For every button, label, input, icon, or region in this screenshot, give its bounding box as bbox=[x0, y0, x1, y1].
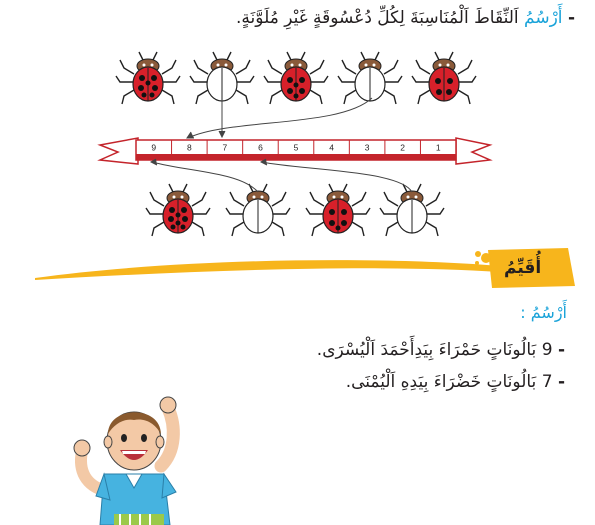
ladybug-top-4-uncolored bbox=[338, 52, 402, 104]
ladybug-top-1 bbox=[116, 52, 180, 104]
ladybug-top-5 bbox=[412, 52, 476, 104]
balloon-task-2 bbox=[346, 372, 565, 392]
arrow-top-4-head bbox=[187, 132, 194, 138]
strip-number: 7 bbox=[222, 142, 228, 153]
strip-number: 6 bbox=[258, 142, 263, 153]
boy-illustration bbox=[66, 396, 206, 525]
ladybug-number-exercise bbox=[0, 0, 595, 260]
instruction-dash: - bbox=[567, 8, 575, 28]
strip-number: 1 bbox=[435, 142, 441, 153]
arrow-top-2-head bbox=[219, 131, 225, 137]
arrow-bottom-2-to-9 bbox=[152, 162, 258, 192]
balloon-task-1-dash: - bbox=[557, 340, 565, 360]
balloon-task-1-text: 9 بَالُونَاتٍ حَمْرَاءَ بِيَدِأَحْمَدَ اَلْيُسْرَى. bbox=[316, 340, 553, 360]
arrow-bottom-4-to-6 bbox=[262, 162, 412, 192]
number-strip bbox=[100, 138, 490, 164]
strip-number: 3 bbox=[364, 142, 370, 153]
strip-number: 4 bbox=[329, 142, 334, 153]
ladybug-bottom-3 bbox=[306, 184, 370, 236]
instruction-text: اَلنِّقَاطَ اَلْمُنَاسِبَةَ لِكُلِّ دُعْسُوقَةٍ غَيْرِ مُلَوَّنَةٍ. bbox=[236, 8, 519, 28]
strip-number: 9 bbox=[151, 142, 157, 153]
balloon-task-2-dash: - bbox=[557, 372, 565, 392]
strip-number: 2 bbox=[400, 142, 406, 153]
ladybug-bottom-1 bbox=[146, 184, 210, 236]
section-title: أُقَيِّمُ bbox=[504, 258, 542, 278]
strip-number: 8 bbox=[186, 142, 192, 153]
ladybug-top-3 bbox=[264, 52, 328, 104]
balloon-task-1 bbox=[317, 340, 565, 360]
strip-number: 5 bbox=[293, 142, 299, 153]
ladybug-top-2-uncolored bbox=[190, 52, 254, 104]
instruction-verb: أَرْسُمُ bbox=[524, 8, 563, 28]
balloon-task-2-text: 7 بَالُونَاتٍ خَضْرَاءَ بِيَدِهِ اَلْيُمْنَى. bbox=[345, 372, 553, 392]
section-subtitle: أَرْسُمُ : bbox=[520, 303, 567, 322]
